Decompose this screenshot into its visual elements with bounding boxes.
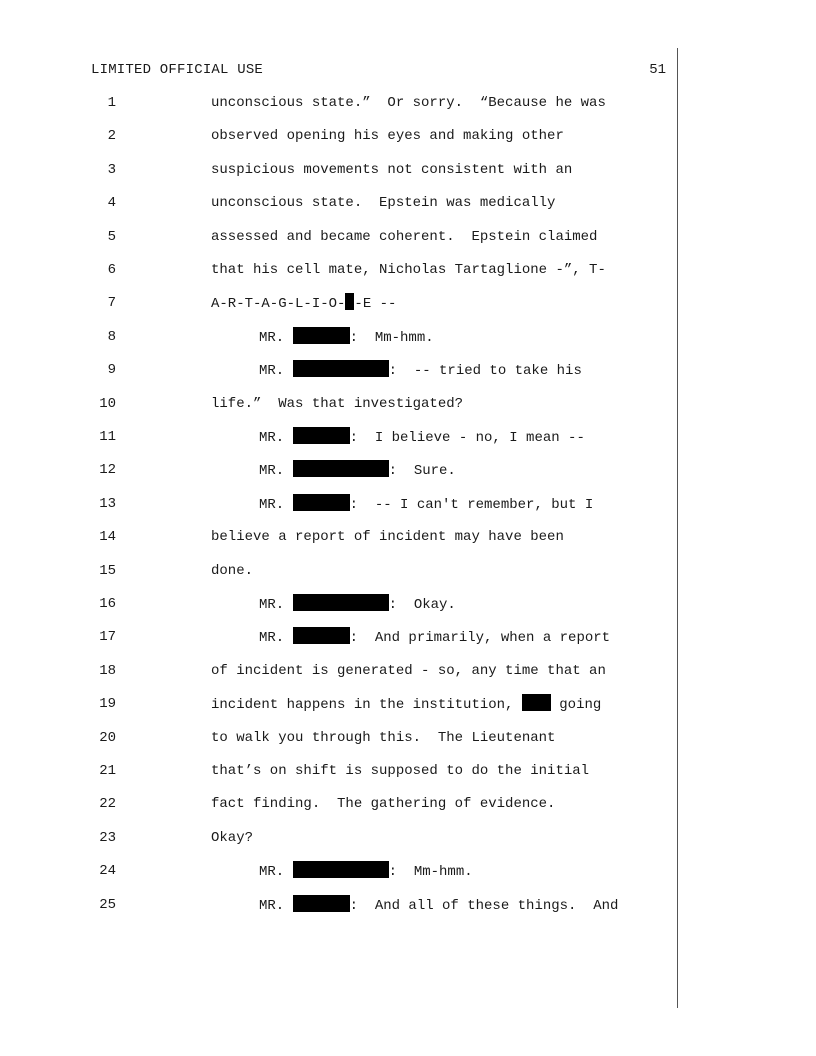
line-text-segment: fact finding. The gathering of evidence. bbox=[211, 796, 556, 812]
line-text-segment: : Mm-hmm. bbox=[388, 864, 473, 880]
transcript-line bbox=[0, 794, 676, 818]
transcript-line bbox=[0, 260, 676, 284]
line-number: 1 bbox=[107, 95, 116, 111]
line-number: 5 bbox=[107, 229, 116, 245]
transcript-line bbox=[0, 227, 676, 251]
transcript-line bbox=[0, 460, 676, 484]
line-text bbox=[211, 828, 253, 848]
line-number: 18 bbox=[99, 663, 116, 679]
line-text-segment: done. bbox=[211, 563, 254, 579]
classification-header: LIMITED OFFICIAL USE bbox=[91, 62, 264, 78]
redaction-box bbox=[293, 861, 389, 878]
line-number: 4 bbox=[107, 195, 116, 211]
transcript-line bbox=[0, 193, 676, 217]
transcript-line bbox=[0, 761, 676, 785]
line-text bbox=[211, 394, 463, 414]
line-number: 14 bbox=[99, 529, 116, 545]
line-number: 21 bbox=[99, 763, 116, 779]
line-text bbox=[211, 93, 606, 113]
transcript-line bbox=[0, 93, 676, 117]
line-text-segment: MR. bbox=[259, 630, 293, 646]
line-text-segment: life.” Was that investigated? bbox=[211, 396, 464, 412]
redaction-box bbox=[293, 895, 350, 912]
line-text-segment: -E -- bbox=[354, 296, 397, 312]
line-text-segment: Okay? bbox=[211, 830, 254, 846]
line-text-segment: : Mm-hmm. bbox=[349, 330, 434, 346]
transcript-line bbox=[0, 895, 676, 919]
line-text bbox=[211, 527, 564, 547]
line-text-segment: MR. bbox=[259, 463, 293, 479]
line-text-segment: suspicious movements not consistent with an bbox=[211, 162, 573, 178]
redaction-box bbox=[293, 494, 350, 511]
transcript-line bbox=[0, 160, 676, 184]
line-text bbox=[259, 895, 618, 916]
line-text-segment: : And primarily, when a report bbox=[349, 630, 611, 646]
line-text-segment: MR. bbox=[259, 497, 293, 513]
line-number: 15 bbox=[99, 563, 116, 579]
redaction-box bbox=[293, 360, 389, 377]
redaction-box bbox=[522, 694, 551, 711]
line-text bbox=[211, 794, 555, 814]
line-text bbox=[259, 594, 456, 615]
line-text bbox=[211, 160, 572, 180]
transcript-line bbox=[0, 494, 676, 518]
transcript-line bbox=[0, 861, 676, 885]
right-margin-rule bbox=[677, 48, 678, 1008]
line-number: 20 bbox=[99, 730, 116, 746]
line-text-segment: : Okay. bbox=[388, 597, 456, 613]
line-number: 25 bbox=[99, 897, 116, 913]
line-text-segment: : -- I can't remember, but I bbox=[349, 497, 594, 513]
transcript-line bbox=[0, 661, 676, 685]
line-text-segment: : I believe - no, I mean -- bbox=[349, 430, 585, 446]
line-text-segment: assessed and became coherent. Epstein claimed bbox=[211, 229, 598, 245]
line-number: 8 bbox=[107, 329, 116, 345]
line-number: 3 bbox=[107, 162, 116, 178]
line-number: 10 bbox=[99, 396, 116, 412]
line-text-segment: MR. bbox=[259, 864, 293, 880]
line-text-segment: MR. bbox=[259, 430, 293, 446]
transcript-line bbox=[0, 293, 676, 317]
line-number: 6 bbox=[107, 262, 116, 278]
line-number: 19 bbox=[99, 696, 116, 712]
line-text-segment: that’s on shift is supposed to do the initial bbox=[211, 763, 590, 779]
line-number: 11 bbox=[99, 429, 116, 445]
line-text bbox=[259, 427, 585, 448]
line-number: 9 bbox=[107, 362, 116, 378]
transcript-line bbox=[0, 527, 676, 551]
transcript-line bbox=[0, 627, 676, 651]
line-text-segment: : -- tried to take his bbox=[388, 363, 582, 379]
line-text-segment: A-R-T-A-G-L-I-O- bbox=[211, 296, 346, 312]
line-number: 17 bbox=[99, 629, 116, 645]
line-text bbox=[259, 327, 434, 348]
transcript-line bbox=[0, 728, 676, 752]
line-text bbox=[211, 694, 601, 715]
transcript-line bbox=[0, 427, 676, 451]
transcript-line bbox=[0, 694, 676, 718]
redaction-box bbox=[293, 627, 350, 644]
line-number: 2 bbox=[107, 128, 116, 144]
line-text-segment: going bbox=[550, 697, 602, 713]
line-text-segment: observed opening his eyes and making other bbox=[211, 128, 564, 144]
line-text bbox=[211, 260, 606, 280]
line-text-segment: : And all of these things. And bbox=[349, 898, 619, 914]
line-text bbox=[259, 627, 610, 648]
line-number: 16 bbox=[99, 596, 116, 612]
line-text bbox=[211, 561, 253, 581]
redaction-box bbox=[293, 427, 350, 444]
page-number: 51 bbox=[649, 62, 666, 78]
line-number: 22 bbox=[99, 796, 116, 812]
transcript-line bbox=[0, 561, 676, 585]
line-text-segment: of incident is generated - so, any time that an bbox=[211, 663, 606, 679]
line-text bbox=[259, 460, 456, 481]
redaction-box bbox=[293, 327, 350, 344]
line-text bbox=[259, 360, 582, 381]
line-text bbox=[259, 494, 593, 515]
transcript-line bbox=[0, 360, 676, 384]
line-number: 24 bbox=[99, 863, 116, 879]
line-text bbox=[211, 661, 606, 681]
line-text bbox=[211, 293, 396, 314]
line-number: 12 bbox=[99, 462, 116, 478]
redaction-box bbox=[293, 594, 389, 611]
line-text-segment: incident happens in the institution, bbox=[211, 697, 522, 713]
line-number: 13 bbox=[99, 496, 116, 512]
line-text-segment: : Sure. bbox=[388, 463, 456, 479]
line-text-segment: MR. bbox=[259, 363, 293, 379]
line-number: 7 bbox=[107, 295, 116, 311]
line-text-segment: to walk you through this. The Lieutenant bbox=[211, 730, 556, 746]
line-text bbox=[211, 126, 564, 146]
line-text bbox=[211, 193, 555, 213]
line-text bbox=[211, 728, 555, 748]
transcript-line bbox=[0, 327, 676, 351]
transcript-line bbox=[0, 394, 676, 418]
line-text-segment: believe a report of incident may have been bbox=[211, 529, 564, 545]
line-text-segment: unconscious state. Epstein was medically bbox=[211, 195, 556, 211]
line-text bbox=[259, 861, 473, 882]
transcript-line bbox=[0, 594, 676, 618]
line-text-segment: MR. bbox=[259, 330, 293, 346]
line-text-segment: unconscious state.” Or sorry. “Because he was bbox=[211, 95, 606, 111]
line-text bbox=[211, 761, 589, 781]
line-text-segment: that his cell mate, Nicholas Tartaglione -”, T- bbox=[211, 262, 606, 278]
line-text-segment: MR. bbox=[259, 898, 293, 914]
line-text-segment: MR. bbox=[259, 597, 293, 613]
transcript-line bbox=[0, 828, 676, 852]
line-text bbox=[211, 227, 597, 247]
redaction-box bbox=[293, 460, 389, 477]
line-number: 23 bbox=[99, 830, 116, 846]
transcript-line bbox=[0, 126, 676, 150]
